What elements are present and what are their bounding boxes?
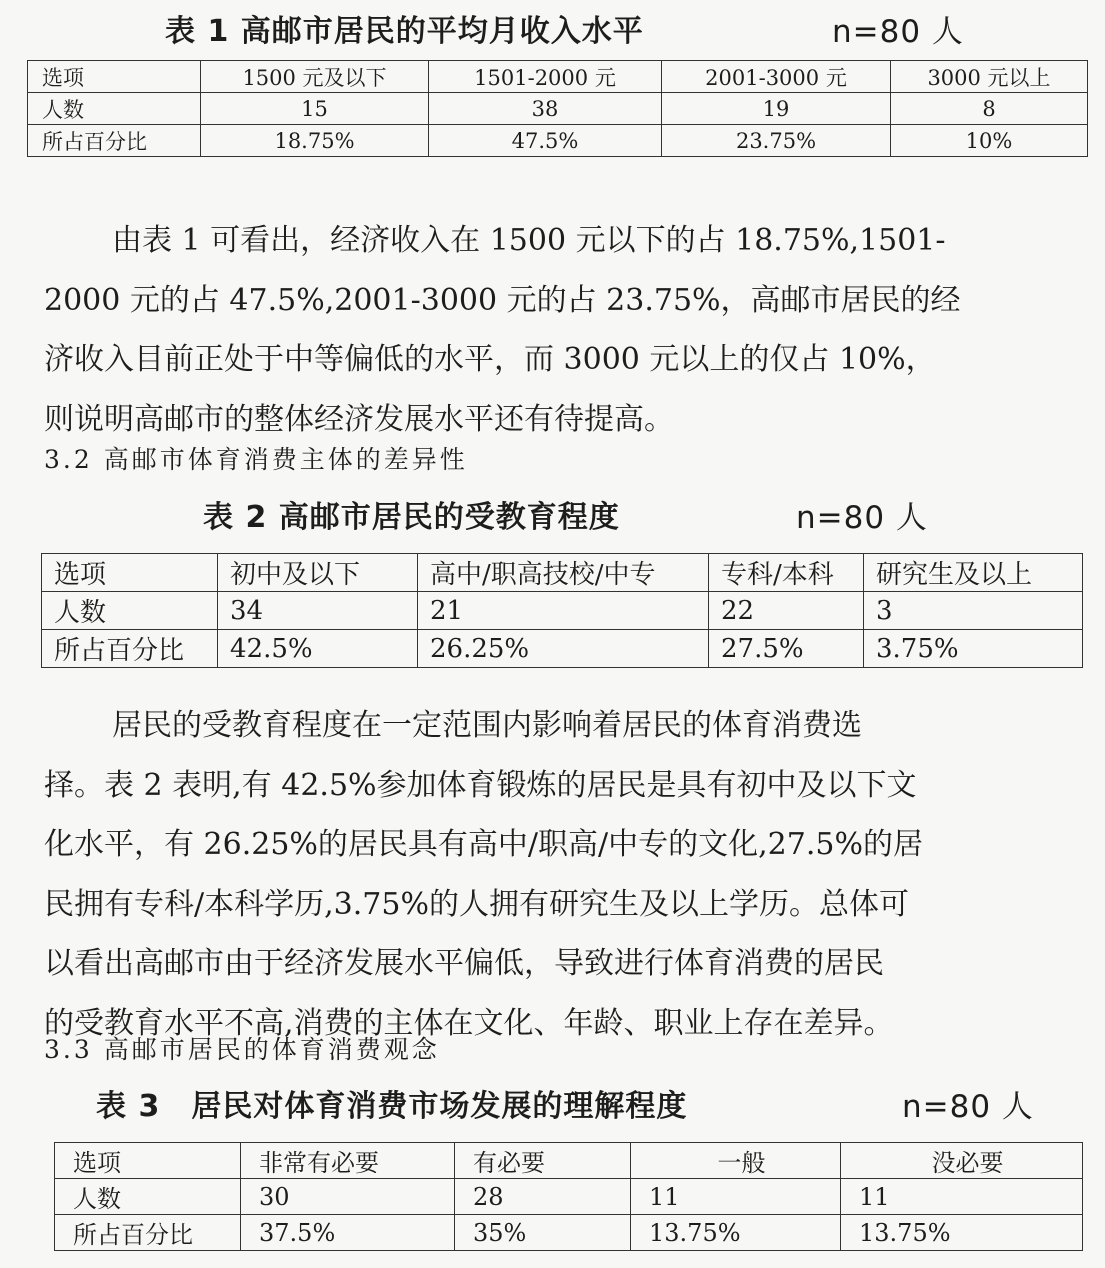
table-cell: 47.5% (429, 125, 662, 157)
table3-header-row (55, 1143, 1083, 1179)
table-cell: 人数 (42, 592, 218, 630)
table-cell: 3 (864, 592, 1083, 630)
table-row (55, 1179, 1083, 1215)
section-heading-3-3: 3.3 高邮市居民的体育消费观念 (44, 1035, 440, 1064)
table-cell: 8 (891, 93, 1088, 125)
table-header-cell: 非常有必要 (241, 1143, 455, 1179)
table-header-cell: 3000 元以上 (891, 61, 1088, 93)
table-cell: 3.75% (864, 630, 1083, 668)
section-heading-3-2: 3.2 高邮市体育消费主体的差异性 (44, 445, 468, 474)
paragraph-education (44, 696, 1084, 1053)
table-cell: 27.5% (709, 630, 864, 668)
table-header-cell: 选项 (55, 1143, 241, 1179)
table-cell: 19 (662, 93, 891, 125)
table-cell: 13.75% (631, 1215, 841, 1251)
paragraph-line: 由表 1 可看出，经济收入在 1500 元以下的占 18.75%,1501- (112, 223, 946, 258)
table3-n-label: n=80 人 (902, 1089, 1034, 1125)
table3-caption-text: 表 3 居民对体育消费市场发展的理解程度 (96, 1089, 688, 1124)
table-cell: 18.75% (201, 125, 429, 157)
table-cell: 30 (241, 1179, 455, 1215)
table-header-cell: 有必要 (455, 1143, 631, 1179)
table2-header-row (42, 554, 1083, 592)
paragraph-line: 择。表 2 表明,有 42.5%参加体育锻炼的居民是具有初中及以下文 (44, 767, 917, 803)
table1-n-label: n=80 人 (832, 14, 964, 50)
table-cell: 10% (891, 125, 1088, 157)
paragraph-line: 的受教育水平不高,消费的主体在文化、年龄、职业上存在差异。 (44, 1005, 894, 1041)
table1-caption-text: 表 1 高邮市居民的平均月收入水平 (165, 14, 644, 49)
paragraph-line: 2000 元的占 47.5%,2001-3000 元的占 23.75%，高邮市居民的经 (44, 282, 961, 318)
table-cell: 人数 (28, 93, 201, 125)
table3 (54, 1142, 1083, 1251)
table-cell: 15 (201, 93, 429, 125)
paragraph-income (44, 211, 1084, 449)
paragraph-line: 民拥有专科/本科学历,3.75%的人拥有研究生及以上学历。总体可 (44, 886, 909, 922)
table-header-cell: 初中及以下 (218, 554, 418, 592)
table-header-cell: 高中/职高技校/中专 (418, 554, 709, 592)
table-header-cell: 专科/本科 (709, 554, 864, 592)
table2-caption (203, 492, 928, 536)
table-cell: 所占百分比 (42, 630, 218, 668)
table-cell: 所占百分比 (55, 1215, 241, 1251)
table2-n-label: n=80 人 (796, 500, 928, 536)
table-row (28, 125, 1088, 157)
table-header-cell: 没必要 (841, 1143, 1083, 1179)
table3-caption (96, 1081, 1034, 1125)
table-row (55, 1215, 1083, 1251)
table-cell: 26.25% (418, 630, 709, 668)
paragraph-line: 济收入目前正处于中等偏低的水平，而 3000 元以上的仅占 10%， (44, 342, 936, 377)
table-cell: 37.5% (241, 1215, 455, 1251)
table-header-cell: 研究生及以上 (864, 554, 1083, 592)
table-header-cell: 选项 (28, 61, 201, 93)
table-cell: 11 (841, 1179, 1083, 1215)
table-header-cell: 一般 (631, 1143, 841, 1179)
table2 (41, 553, 1083, 668)
table-cell: 人数 (55, 1179, 241, 1215)
table-row (42, 630, 1083, 668)
table-row (42, 592, 1083, 630)
table-cell: 38 (429, 93, 662, 125)
table-cell: 23.75% (662, 125, 891, 157)
paragraph-line: 以看出高邮市由于经济发展水平偏低，导致进行体育消费的居民 (44, 946, 884, 981)
table1-caption (165, 6, 964, 50)
table2-caption-text: 表 2 高邮市居民的受教育程度 (203, 500, 620, 535)
table-cell: 42.5% (218, 630, 418, 668)
paragraph-line: 居民的受教育程度在一定范围内影响着居民的体育消费选 (112, 708, 862, 743)
table-cell: 11 (631, 1179, 841, 1215)
table-cell: 35% (455, 1215, 631, 1251)
table-cell: 13.75% (841, 1215, 1083, 1251)
table1 (27, 60, 1088, 157)
table-cell: 21 (418, 592, 709, 630)
table-row (28, 93, 1088, 125)
table-cell: 22 (709, 592, 864, 630)
table-cell: 28 (455, 1179, 631, 1215)
table-cell: 所占百分比 (28, 125, 201, 157)
table-cell: 34 (218, 592, 418, 630)
table1-header-row (28, 61, 1088, 93)
table-header-cell: 2001-3000 元 (662, 61, 891, 93)
table-header-cell: 1500 元及以下 (201, 61, 429, 93)
paragraph-line: 化水平，有 26.25%的居民具有高中/职高/中专的文化,27.5%的居 (44, 827, 923, 862)
table-header-cell: 选项 (42, 554, 218, 592)
paragraph-line: 则说明高邮市的整体经济发展水平还有待提高。 (44, 401, 674, 437)
table-header-cell: 1501-2000 元 (429, 61, 662, 93)
